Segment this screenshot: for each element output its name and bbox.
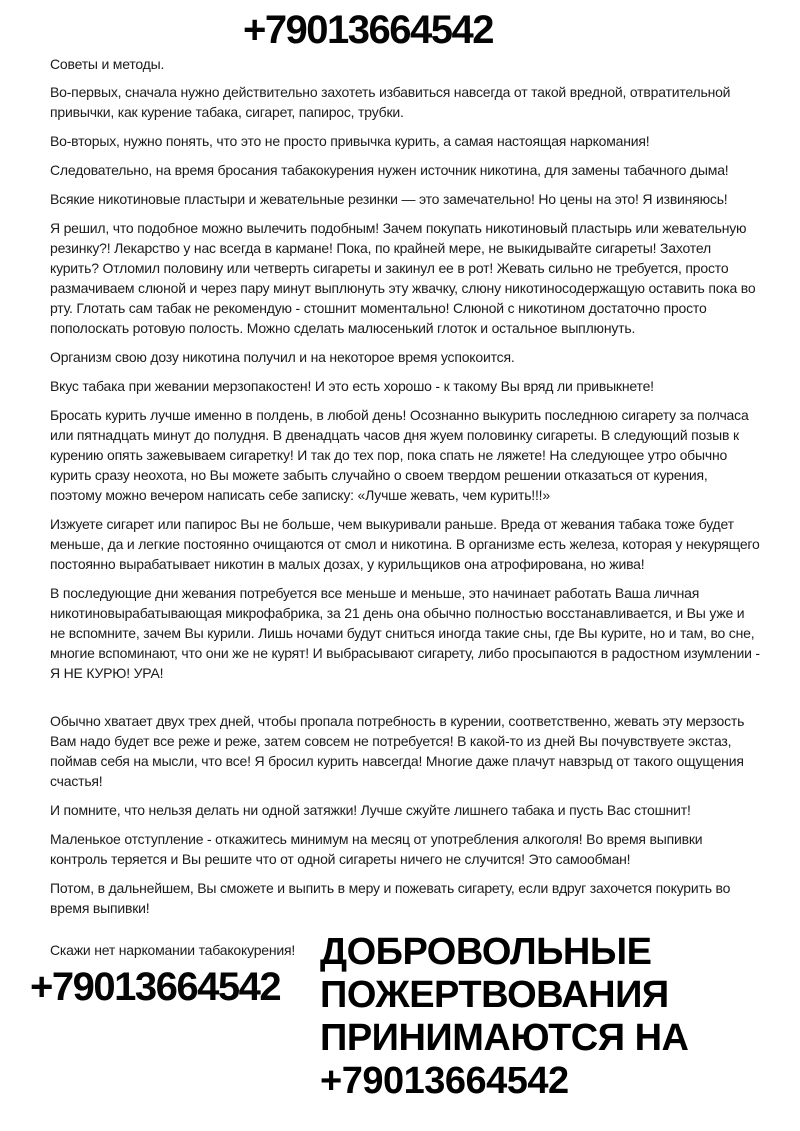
footer-tagline: Скажи нет наркомании табакокурения! — [50, 942, 296, 958]
footer-phone-number: +79013664542 — [30, 965, 281, 1009]
body-paragraph: Обычно хватает двух трех дней, чтобы пропала потребность в курении, соответственно, жевать эту мерзость Вам надо будет все реже и реже, затем совсем не потребуется! В какой-то из дней Вы почувствуете экстаз, поймав себя на мысли, что все! Я бросил курить навсегда! Многие даже плачут навзрыд от такого ощущения счастья! — [50, 713, 745, 789]
header-phone-number: +79013664542 — [242, 8, 494, 52]
donation-phone-number: +79013664542 — [320, 1060, 569, 1102]
body-paragraph: Организм свою дозу никотина получил и на некоторое время успокоится. — [50, 349, 515, 365]
donation-block — [310, 931, 688, 1103]
body-paragraph: Следовательно, на время бросания табакокурения нужен источник никотина, для замены табачного дыма! — [50, 162, 729, 178]
body-paragraph: Во-первых, сначала нужно действительно захотеть избавиться навсегда от такой вредной, отвратительной привычки, как курение табака, сигарет, папирос, трубки. — [50, 84, 731, 120]
body-paragraph: В последующие дни жевания потребуется все меньше и меньше, это начинает работать Ваша личная никотиновырабатывающая микрофабрика, за 21 день она обычно полностью восстанавливается, и Вы уже и не вспомните, зачем Вы курили. Лишь ночами будут сниться иногда такие сны, где Вы курите, но и там, во сне, многие вспоминают, что они же не курят! И выбрасывают сигарету, либо просыпаются в радостном изумлении - Я НЕ КУРЮ! УРА! — [50, 585, 760, 681]
body-paragraph: Потом, в дальнейшем, Вы сможете и выпить в меру и пожевать сигарету, если вдруг захочется покурить во время выпивки! — [50, 880, 731, 916]
donation-line: ДОБРОВОЛЬНЫЕ — [320, 931, 652, 973]
body-paragraph: Вкус табака при жевании мерзопакостен! И это есть хорошо - к такому Вы вряд ли привыкнете! — [50, 378, 654, 394]
body-paragraph: Изжуете сигарет или папирос Вы не больше, чем выкуривали раньше. Вреда от жевания табака тоже будет меньше, да и легкие постоянно очищаются от смол и никотина. В организме есть железа, которая у некурящего постоянно вырабатывает никотин в малых дозах, у курильщиков она атрофирована, но жива! — [50, 516, 760, 572]
footer-left-column — [30, 931, 310, 1010]
donation-line: ПРИНИМАЮТСЯ НА — [320, 1017, 689, 1059]
body-paragraph: Всякие никотиновые пластыри и жевательные резинки — это замечательно! Но цены на это! Я извиняюсь! — [50, 191, 728, 207]
body-paragraph: Во-вторых, нужно понять, что это не просто привычка курить, а самая настоящая наркомания! — [50, 133, 650, 149]
body-paragraph: Я решил, что подобное можно вылечить подобным! Зачем покупать никотиновый пластырь или жевательную резинку?! Лекарство у нас всегда в кармане! Пока, по крайней мере, не выкидывайте сигареты! Захотел курить? Отломил половину или четверть сигареты и закинул ее в рот! Жевать сильно не требуется, просто размачиваем слюной и через пару минут выплюнуть эту жвачку, слюну никотиносодержащую оставить пока во рту. Глотать сам табак не рекомендую - стошнит моментально! Слюной с никотином достаточно просто пополоскать ротовую полость. Можно сделать малюсенький глоток и остальное выплюнуть. — [50, 220, 756, 336]
document-subtitle: Советы и методы. — [50, 56, 165, 72]
article-body — [0, 74, 800, 918]
footer-section — [0, 927, 800, 1103]
body-paragraph: Бросать курить лучше именно в полдень, в любой день! Осознанно выкурить последнюю сигарету за полчаса или пятнадцать минут до полудня. В двенадцать часов дня жуем половинку сигареты. В следующий позыв к курению опять зажевываем сигаретку! И так до тех пор, пока спать не ляжете! На следующее утро обычно курить сразу неохота, но Вы можете забыть случайно о своем твердом решении отказаться от курения, поэтому можно вечером написать себе записку: «Лучше жевать, чем курить!!!» — [50, 407, 749, 503]
donation-line: ПОЖЕРТВОВАНИЯ — [320, 974, 669, 1016]
body-paragraph: И помните, что нельзя делать ни одной затяжки! Лучше сжуйте лишнего табака и пусть Вас стошнит! — [50, 802, 691, 818]
body-paragraph: Маленькое отступление - откажитесь минимум на месяц от употребления алкоголя! Во время выпивки контроль теряется и Вы решите что от одной сигареты ничего не случится! Это самообман! — [50, 831, 703, 867]
